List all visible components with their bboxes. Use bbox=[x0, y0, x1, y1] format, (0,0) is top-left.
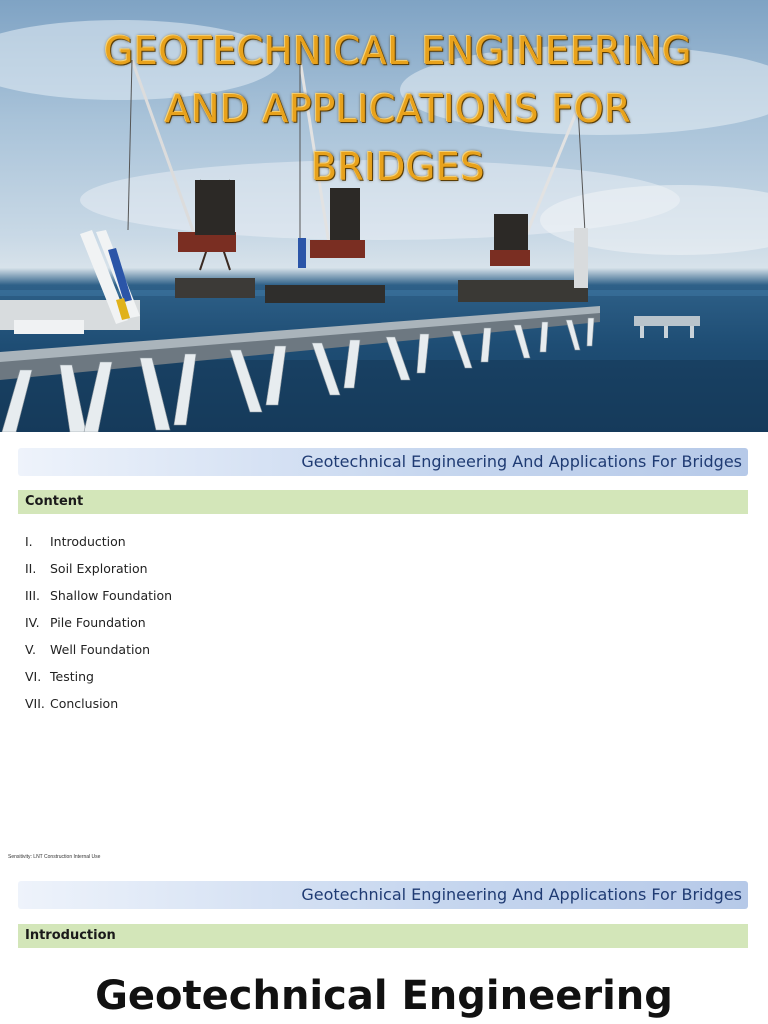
toc-item-number: VII. bbox=[25, 696, 45, 711]
title-line-1: GEOTECHNICAL ENGINEERING bbox=[103, 29, 693, 73]
title-slide-heading bbox=[60, 22, 736, 196]
slide-header-title: Geotechnical Engineering And Applications For Bridges bbox=[301, 885, 742, 904]
toc-item-number: III. bbox=[25, 588, 41, 603]
slide-main-heading: Geotechnical Engineering bbox=[95, 973, 673, 1019]
toc-item[interactable] bbox=[25, 695, 172, 722]
toc-item-number: V. bbox=[25, 642, 36, 657]
slide-header bbox=[18, 881, 748, 909]
table-of-contents bbox=[25, 533, 172, 722]
toc-item[interactable] bbox=[25, 587, 172, 614]
toc-item-number: VI. bbox=[25, 669, 42, 684]
title-slide bbox=[0, 0, 768, 432]
toc-item-label: Testing bbox=[50, 669, 94, 684]
toc-item-label: Well Foundation bbox=[50, 642, 151, 657]
slide-header bbox=[18, 448, 748, 476]
sensitivity-note: Sensitivity: LNT Construction Internal Use bbox=[8, 854, 101, 860]
toc-item-label: Shallow Foundation bbox=[50, 588, 173, 603]
section-label: Content bbox=[25, 494, 84, 509]
toc-item[interactable] bbox=[25, 533, 172, 560]
toc-item[interactable] bbox=[25, 668, 172, 695]
title-line-3: BRIDGES bbox=[310, 145, 486, 189]
toc-item-label: Conclusion bbox=[50, 696, 119, 711]
toc-item[interactable] bbox=[25, 641, 172, 668]
section-bar-content bbox=[18, 490, 748, 514]
toc-item-number: I. bbox=[25, 534, 33, 549]
toc-item-label: Introduction bbox=[50, 534, 126, 549]
section-label: Introduction bbox=[25, 928, 116, 943]
toc-item-label: Soil Exploration bbox=[50, 561, 148, 576]
section-bar-introduction bbox=[18, 924, 748, 948]
toc-item-number: IV. bbox=[25, 615, 40, 630]
toc-item[interactable] bbox=[25, 560, 172, 587]
slide-header-title: Geotechnical Engineering And Applications For Bridges bbox=[301, 452, 742, 471]
title-line-2: AND APPLICATIONS FOR bbox=[164, 87, 632, 131]
toc-item-label: Pile Foundation bbox=[50, 615, 146, 630]
toc-item-number: II. bbox=[25, 561, 37, 576]
toc-item[interactable] bbox=[25, 614, 172, 641]
